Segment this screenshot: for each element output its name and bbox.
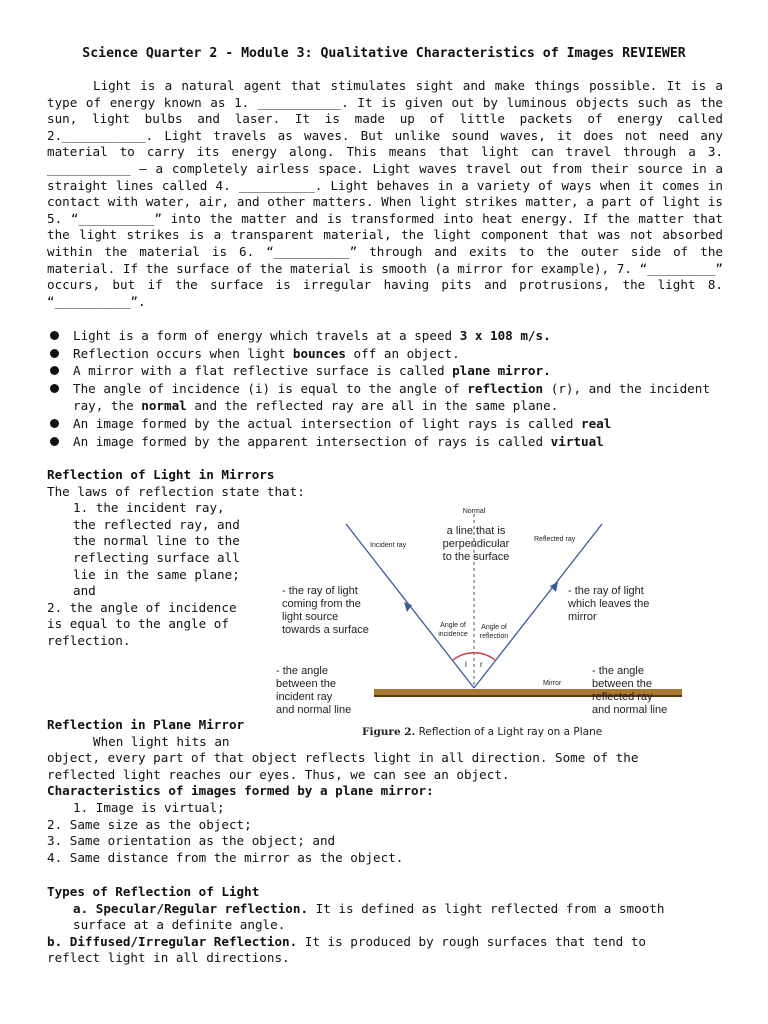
key-points-list (47, 327, 737, 450)
law-1-line: the normal line to the (73, 533, 240, 549)
law-1-line: lie in the same plane; (73, 566, 240, 582)
right-angle-line: between the (592, 678, 652, 690)
type-b-line: reflect light in all directions. (47, 950, 290, 966)
normal-def-line: to the surface (442, 551, 510, 563)
angle-reflection-label: reflection (479, 633, 509, 640)
list-item: The angle of incidence (i) is equal to the angle of reflection (r), and the incident ray, the normal and the reflected ray are all in the same plane. (47, 380, 737, 415)
reflection-diagram (270, 500, 690, 720)
reflected-def-line: mirror (568, 611, 597, 623)
paragraph-line: object, every part of that object reflects light in all direction. Some of the (47, 750, 639, 766)
bullet-icon (50, 419, 59, 428)
incident-def-line: light source (282, 611, 339, 623)
paragraph-line: reflected light reaches our eyes. Thus, we can see an object. (47, 766, 510, 782)
section-heading: Reflection in Plane Mirror (47, 717, 245, 732)
law-1-line: the reflected ray, and (73, 516, 240, 532)
incident-def-line: - the ray of light (282, 585, 358, 597)
type-a-line: a. Specular/Regular reflection. It is defined as light reflected from a smooth (73, 900, 665, 916)
angle-i-label: i (465, 660, 467, 669)
right-angle-line: reflected ray (592, 691, 653, 703)
law-2-line: is equal to the angle of (47, 616, 229, 632)
bullet-icon (50, 366, 59, 375)
angle-reflection-label: Angle of (481, 624, 507, 631)
bullet-icon (50, 349, 59, 358)
page-title: Science Quarter 2 - Module 3: Qualitative Characteristics of Images REVIEWER (82, 46, 686, 61)
angle-r-label: r (480, 660, 483, 669)
label-reflected-ray: Reflected ray (534, 536, 576, 543)
section-heading: Reflection of Light in Mirrors (47, 467, 275, 482)
law-1-line: 1. the incident ray, (73, 500, 225, 516)
subheading: Characteristics of images formed by a plane mirror: (47, 783, 434, 799)
laws-lead: The laws of reflection state that: (47, 483, 305, 499)
list-item: 3. Same orientation as the object; and (47, 833, 336, 849)
law-2-line: reflection. (47, 632, 131, 648)
list-item: A mirror with a flat reflective surface is called plane mirror. (47, 362, 737, 380)
bullet-icon (50, 331, 59, 340)
reflected-def-line: - the ray of light (568, 585, 644, 597)
section-heading: Types of Reflection of Light (47, 884, 260, 899)
list-item: Light is a form of energy which travels at a speed 3 x 108 m/s. (47, 327, 737, 345)
reflected-def-line: which leaves the (568, 598, 650, 610)
left-angle-line: between the (276, 678, 336, 690)
intro-text: Light is a natural agent that stimulates sight and make things possible. It is a type of energy known as 1. ___________. It is given out by luminous objects such as the sun, light bulbs and laser. It is made up of little packets of energy called 2.___________. Light travels as waves. But unlike sound waves, it does not need any material to carry its energy along. This means that light can travel through a 3. ___________ – a completely airless space. Light waves travel out from their source in a straight lines called 4. __________. Light behaves in a variety of ways when it comes in contact with water, air, and other matters. When light strikes matter, a part of light is 5. “__________” into the matter and is transformed into heat energy. If the matter that the light strikes is a transparent material, the light component that was not absorbed within the material is 6. “__________” through and exits to the outer side of the material. If the surface of the material is smooth (a mirror for example), 7. “_________” occurs, but if the surface is irregular having pits and protrusions, the light 8. “__________”. (47, 78, 723, 309)
angle-incidence-label: Angle of (440, 622, 466, 629)
law-2-line: 2. the angle of incidence (47, 599, 237, 615)
label-normal: Normal (462, 508, 486, 515)
list-item: 4. Same distance from the mirror as the object. (47, 849, 404, 865)
reflected-arrow-icon (550, 582, 558, 592)
angle-incidence-label: incidence (438, 631, 468, 638)
bullet-icon (50, 437, 59, 446)
incident-def-line: coming from the (282, 598, 361, 610)
normal-def-line: a line that is (446, 525, 506, 537)
bullet-icon (50, 384, 59, 393)
left-angle-line: incident ray (276, 691, 333, 703)
normal-def-line: perpendicular (442, 538, 510, 550)
list-item: Reflection occurs when light bounces off an object. (47, 345, 737, 363)
figure-caption: Figure 2. Reflection of a Light ray on a Plane (362, 726, 603, 738)
types-section (47, 884, 737, 967)
type-b-line: b. Diffused/Irregular Reflection. It is produced by rough surfaces that tend to (47, 933, 646, 949)
left-angle-line: and normal line (276, 704, 352, 716)
list-item: An image formed by the actual intersection of light rays is called real (47, 415, 737, 433)
list-item: An image formed by the apparent intersection of rays is called virtual (47, 433, 737, 451)
type-a-line: surface at a definite angle. (73, 917, 286, 933)
incident-def-line: towards a surface (282, 624, 369, 636)
law-1-line: reflecting surface all (73, 549, 240, 565)
right-angle-line: and normal line (592, 704, 668, 716)
plane-mirror-section (47, 717, 737, 866)
left-angle-line: - the angle (276, 665, 328, 677)
paragraph-line: When light hits an (93, 733, 230, 749)
intro-paragraph (47, 78, 723, 310)
law-1-line: and (73, 583, 96, 599)
label-incident-ray: Incident ray (370, 542, 407, 549)
mirror-label: Mirror (543, 680, 562, 687)
list-item: 2. Same size as the object; (47, 816, 252, 832)
right-angle-line: - the angle (592, 665, 644, 677)
list-item: 1. Image is virtual; (73, 799, 225, 815)
